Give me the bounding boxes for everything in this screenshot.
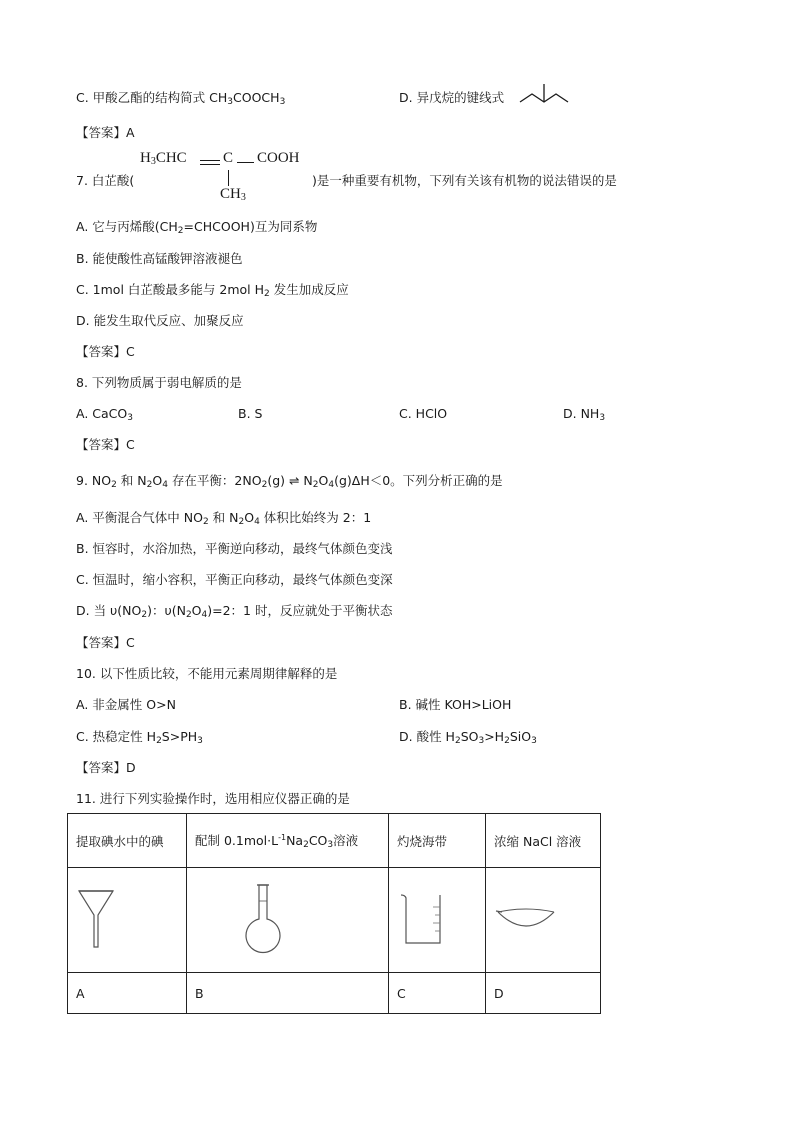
q9-option-b: B. 恒容时，水浴加热，平衡逆向移动，最终气体颜色变浅 <box>76 541 393 556</box>
q8-option-d: D. $NH_3$ <box>563 406 606 423</box>
q9-answer: 【答案】C <box>76 635 135 650</box>
q9-option-c: C. 恒温时，缩小容积，平衡正向移动，最终气体颜色变深 <box>76 572 393 587</box>
label-c: C <box>389 973 486 1014</box>
q7-option-d: D. 能发生取代反应、加聚反应 <box>76 313 244 328</box>
q7-option-b: B. 能使酸性高锰酸钾溶液褪色 <box>76 251 243 266</box>
q8-option-a: A. CaCO$_3$ <box>76 406 133 423</box>
header-burn-kelp: 灼烧海带 <box>389 814 486 868</box>
q10-answer: 【答案】D <box>76 760 136 775</box>
q9-option-d: D. 当 $\upsilon(NO_2)$：$\upsilon(N_2O_4)=2$：1 时，反应就处于平衡状态 <box>76 603 393 620</box>
q9-stem: 9. $NO_2$ 和 $N_2O_4$ 存在平衡：$2NO_2(g)$ ⇌ $N_2O_4(g)\Delta H<0$。下列分析正确的是 <box>76 473 503 490</box>
evaporating-dish-icon <box>494 902 558 936</box>
q6-answer: 【答案】A <box>76 125 135 140</box>
label-b: B <box>187 973 389 1014</box>
q10-stem: 10. 以下性质比较，不能用元素周期律解释的是 <box>76 666 338 681</box>
q8-option-b: B. S <box>238 406 263 421</box>
header-concentrate-nacl: 浓缩 NaCl 溶液 <box>486 814 601 868</box>
label-d: D <box>486 973 601 1014</box>
q11-stem: 11. 进行下列实验操作时，选用相应仪器正确的是 <box>76 791 350 806</box>
q8-option-c: C. HClO <box>399 406 448 421</box>
beaker-icon <box>397 889 447 949</box>
q7-stem-start: 7. 白芷酸( <box>76 173 135 188</box>
cell-evaporating-dish <box>486 868 601 973</box>
q7-option-a: A. 它与丙烯酸$(CH_2=CHCOOH)$互为同系物 <box>76 219 318 236</box>
cell-volumetric-flask <box>187 868 389 973</box>
q7-stem-end: )是一种重要有机物，下列有关该有机物的说法错误的是 <box>312 173 617 188</box>
q10-option-d: D. 酸性 $H_2SO_3>H_2SiO_3$ <box>399 729 537 746</box>
funnel-icon <box>76 887 116 951</box>
q10-option-b: B. 碱性 KOH>LiOH <box>399 697 512 712</box>
label-a: A <box>68 973 187 1014</box>
q7-answer: 【答案】C <box>76 344 135 359</box>
volumetric-flask-icon <box>223 881 303 957</box>
isopentane-skeletal-icon <box>518 80 580 108</box>
q9-option-a: A. 平衡混合气体中 $NO_2$ 和 $N_2O_4$ 体积比始终为 2：1 <box>76 510 372 527</box>
cell-beaker <box>389 868 486 973</box>
cell-funnel <box>68 868 187 973</box>
header-prepare-solution: 配制 $0.1mol\cdot L^{-1}Na_2CO_3$溶液 <box>187 814 389 868</box>
q10-option-c: C. 热稳定性 $H_2S>PH_3$ <box>76 729 203 746</box>
q10-option-a: A. 非金属性 O>N <box>76 697 176 712</box>
apparatus-table <box>67 813 601 1014</box>
q7-option-c: C. 1mol 白芷酸最多能与 2mol $H_2$ 发生加成反应 <box>76 282 349 299</box>
header-extract-iodine: 提取碘水中的碘 <box>68 814 187 868</box>
q8-stem: 8. 下列物质属于弱电解质的是 <box>76 375 242 390</box>
q6-option-d: D. 异戊烷的键线式 <box>399 90 505 105</box>
q6-option-c: C. 甲酸乙酯的结构简式 $CH_3COOCH_3$ <box>76 90 286 107</box>
q8-answer: 【答案】C <box>76 437 135 452</box>
